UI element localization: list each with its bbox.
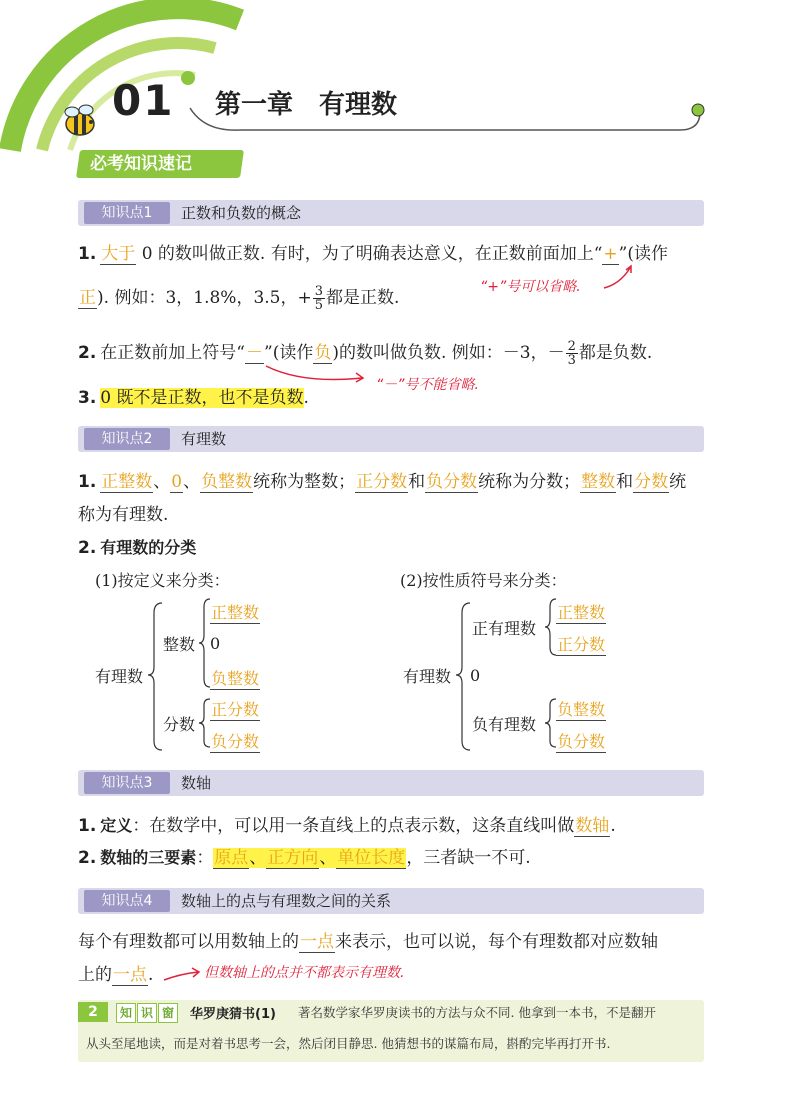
c2-zero: 0 (470, 666, 481, 685)
item-number: 3. (78, 388, 97, 408)
text: 0 的数叫做正数. 有时，为了明确表达意义，在正数前面加上“ (136, 244, 603, 264)
classify-2-title: (2)按性质符号来分类： (400, 571, 567, 590)
item-number: 1. (78, 816, 97, 836)
c2-neg-integer: 负整数 (556, 697, 606, 721)
text: 、 (183, 472, 201, 492)
section-banner-label: 必考知识速记 (90, 154, 192, 174)
knowledge-tag-3: 知识点3 (84, 772, 170, 794)
footer-line-2: 从头至尾地读，而是对着书思考一会，然后闭目静思. 他猜想书的谋篇布局，斟酌完毕再打开书. (86, 1036, 611, 1051)
text: 来表示，也可以说，每个有理数都对应数轴 (335, 932, 658, 952)
text: 在正数前加上符号“ (100, 343, 245, 363)
label-char: 识 (137, 1003, 157, 1023)
text: 、 (319, 848, 337, 868)
text: . (610, 816, 616, 836)
c1-group-integer: 整数 (163, 635, 196, 654)
item-number: 1. (78, 472, 97, 492)
text: ). 例如：3，1.8%，3.5，+ (97, 288, 312, 308)
text: . (303, 388, 309, 408)
text: . (148, 965, 154, 985)
text: 、 (249, 848, 267, 868)
answer: 一点 (113, 965, 147, 985)
answer: 负整数 (201, 472, 253, 492)
text: ”(读作 (264, 343, 314, 363)
answer: 负 (314, 343, 332, 363)
text: 、 (153, 472, 171, 492)
text: 统称为分数； (478, 472, 581, 492)
knowledge-tag-1: 知识点1 (84, 202, 170, 224)
p2-line-2: 称为有理数. (78, 505, 169, 525)
c1-root: 有理数 (95, 667, 144, 686)
page-number: 2 (78, 1002, 108, 1022)
text: ”(读作 (618, 244, 668, 264)
c1-neg-integer: 负整数 (210, 666, 260, 690)
p4-line-1 (78, 930, 658, 954)
classify-1-title: (1)按定义来分类： (95, 571, 230, 590)
c2-neg-fraction: 负分数 (556, 729, 606, 753)
c1-zero: 0 (210, 634, 221, 653)
answer: 正分数 (356, 472, 408, 492)
p3-line-2 (78, 846, 531, 870)
answer: 单位长度 (337, 848, 406, 868)
note-arrow-1 (600, 262, 640, 292)
text: 都是负数. (578, 343, 653, 363)
text: ： (196, 848, 214, 868)
p1-line-2 (78, 285, 399, 312)
knowledge-bar-3 (78, 770, 704, 796)
text: 和 (408, 472, 426, 492)
highlighted-text: 0 既不是正数，也不是负数 (100, 388, 304, 408)
p4-line-2 (78, 963, 153, 987)
knowledge-window-label (116, 1002, 178, 1022)
knowledge-bar-1 (78, 200, 704, 226)
p1-line-1 (78, 242, 668, 266)
answer: 整数 (581, 472, 616, 492)
p3-line-1 (78, 814, 616, 838)
knowledge-title-1: 正数和负数的概念 (181, 204, 302, 222)
answer: + (603, 244, 618, 264)
text: 统称为整数； (253, 472, 356, 492)
text: ：在数学中，可以用一条直线上的点表示数，这条直线叫做 (132, 816, 575, 836)
c1-neg-fraction: 负分数 (210, 729, 260, 753)
answer: 正方向 (267, 848, 319, 868)
chapter-title: 第一章 有理数 (215, 90, 398, 120)
knowledge-title-3: 数轴 (181, 774, 212, 792)
item-number: 1. (78, 244, 97, 264)
note-arrow-3 (160, 962, 204, 984)
answer: 大于 (101, 244, 136, 264)
answer: 正 (79, 288, 96, 308)
handwritten-note-1: “+”号可以省略. (480, 279, 581, 295)
knowledge-title-2: 有理数 (181, 430, 227, 448)
label: 数轴的三要素 (100, 848, 197, 867)
footer-title: 华罗庚猜书(1) (190, 1007, 276, 1022)
knowledge-tag-4: 知识点4 (84, 890, 170, 912)
text: 上的 (78, 965, 112, 985)
fraction: $\frac{3}{5}$ (314, 284, 324, 313)
handwritten-note-2: “－”号不能省略. (376, 377, 479, 393)
text: 每个有理数都可以用数轴上的 (78, 932, 299, 952)
handwritten-note-3: 但数轴上的点并不都表示有理数. (204, 965, 405, 981)
text: )的数叫做负数. 例如：－3，－ (332, 343, 565, 363)
knowledge-bar-2 (78, 426, 704, 452)
item-number: 2. (78, 538, 97, 558)
subheading: 有理数的分类 (100, 538, 197, 557)
c2-root: 有理数 (403, 667, 452, 686)
knowledge-title-4: 数轴上的点与有理数之间的关系 (181, 892, 392, 910)
text: 都是正数. (326, 288, 400, 308)
text: 和 (616, 472, 634, 492)
note-arrow-2 (262, 362, 372, 386)
item-number: 2. (78, 343, 97, 363)
footer-line-1: 著名数学家华罗庚读书的方法与众不同. 他拿到一本书，不是翻开 (298, 1005, 656, 1020)
answer: 负分数 (426, 472, 478, 492)
text: 统 (669, 472, 687, 492)
p1-line-4 (78, 386, 309, 410)
answer: 数轴 (575, 816, 610, 836)
answer: 原点 (214, 848, 249, 868)
answer: － (246, 343, 263, 363)
c1-pos-integer: 正整数 (210, 600, 260, 624)
c2-group-negative: 负有理数 (472, 715, 537, 734)
label-char: 窗 (158, 1003, 178, 1023)
c2-pos-integer: 正整数 (556, 600, 606, 624)
answer: 一点 (300, 932, 334, 952)
answer: 0 (171, 472, 183, 492)
fraction: $\frac{2}{3}$ (567, 339, 576, 368)
label: 定义 (100, 816, 133, 835)
c1-group-fraction: 分数 (163, 715, 196, 734)
c2-group-positive: 正有理数 (472, 619, 537, 638)
text: ，三者缺一不可. (406, 848, 531, 868)
answer: 正整数 (101, 472, 153, 492)
label-char: 知 (116, 1003, 136, 1023)
chapter-number: 01 (112, 76, 175, 125)
item-number: 2. (78, 848, 97, 868)
p2-line-3 (78, 536, 196, 560)
c2-pos-fraction: 正分数 (556, 632, 606, 656)
answer: 分数 (634, 472, 669, 492)
p2-line-1 (78, 470, 686, 494)
knowledge-tag-2: 知识点2 (84, 428, 170, 450)
bee-icon (58, 104, 100, 138)
c1-pos-fraction: 正分数 (210, 697, 260, 721)
